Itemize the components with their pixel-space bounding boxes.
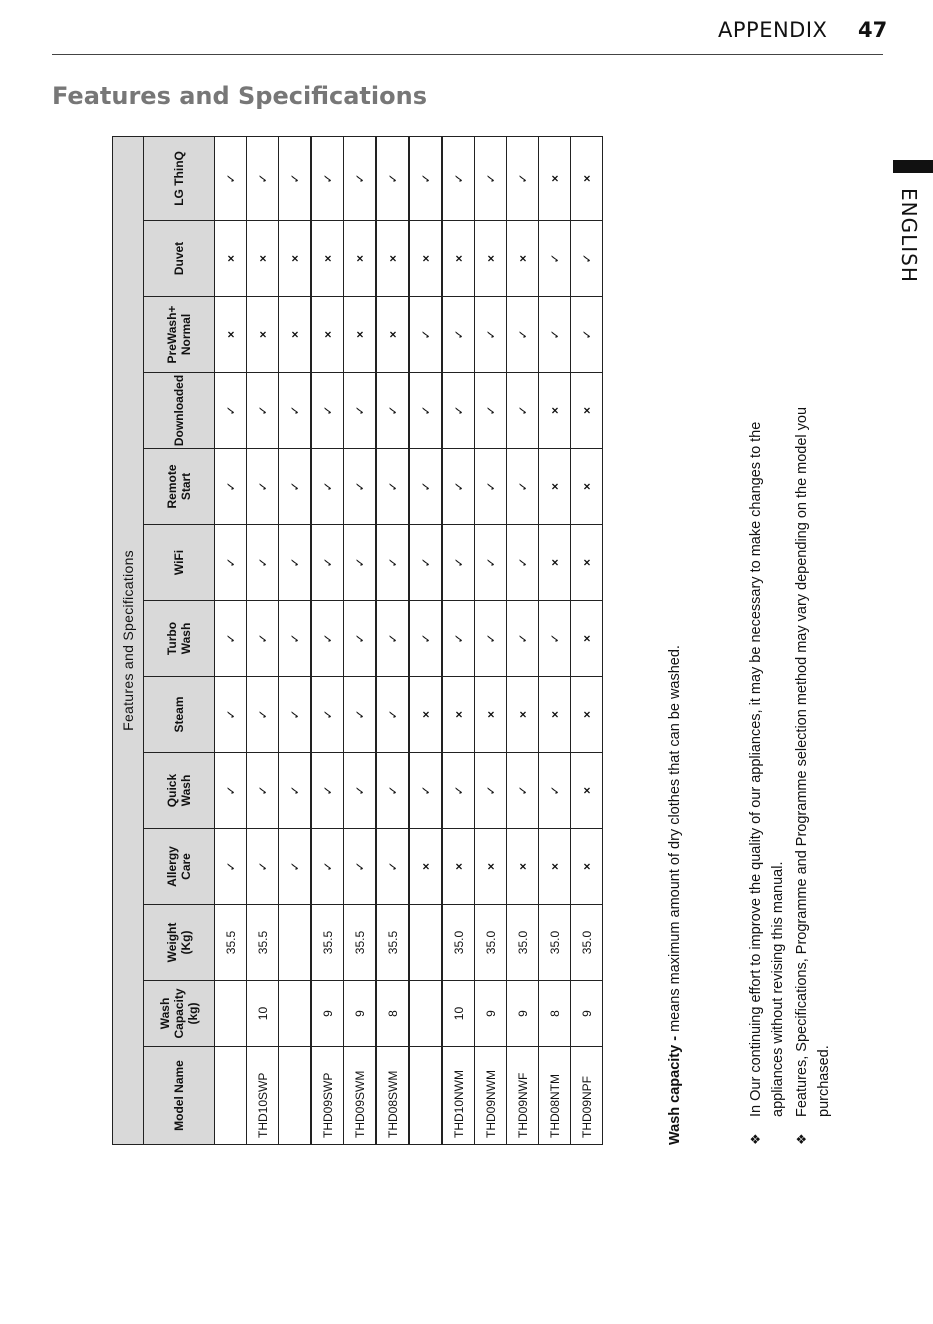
check-icon: ✓ [215,753,247,829]
check-icon: ✓ [475,449,507,525]
cross-icon: × [247,221,279,297]
check-icon: ✓ [215,677,247,753]
table-row [442,136,475,1144]
table-cell: 9 [571,981,603,1047]
check-icon: ✓ [376,449,409,525]
cross-icon: × [539,136,571,220]
check-icon: ✓ [376,136,409,220]
check-icon: ✓ [507,297,539,373]
check-icon: ✓ [344,753,377,829]
column-header: Allergy Care [144,829,215,905]
table-cell [409,981,442,1047]
check-icon: ✓ [442,601,475,677]
table-cell: 35.0 [507,905,539,981]
cross-icon: × [475,829,507,905]
check-icon: ✓ [409,601,442,677]
check-icon: ✓ [247,136,279,220]
table-cell: 35.0 [571,905,603,981]
cross-icon: × [539,373,571,449]
table-cell: 9 [475,981,507,1047]
check-icon: ✓ [376,677,409,753]
check-icon: ✓ [247,677,279,753]
diamond-bullet-icon: ❖ [794,1133,809,1145]
cross-icon: × [215,221,247,297]
check-icon: ✓ [279,136,312,220]
model-name-cell: THD09SWP [311,1047,344,1145]
header-section-title: APPENDIX [718,18,828,42]
check-icon: ✓ [344,373,377,449]
check-icon: ✓ [247,449,279,525]
check-icon: ✓ [279,829,312,905]
column-header: Model Name [144,1047,215,1145]
check-icon: ✓ [539,753,571,829]
check-icon: ✓ [311,136,344,220]
note-item [745,357,789,1145]
check-icon: ✓ [247,601,279,677]
table-cell: 35.5 [247,905,279,981]
table-body [215,136,603,1144]
notes [667,137,837,1145]
table-row [507,136,539,1144]
check-icon: ✓ [507,449,539,525]
model-name-cell [215,1047,247,1145]
diamond-bullet-icon: ❖ [748,1133,763,1145]
column-header: WiFi [144,525,215,601]
cross-icon: × [409,221,442,297]
check-icon: ✓ [409,136,442,220]
check-icon: ✓ [507,136,539,220]
notes-list [745,137,835,1145]
table-cell [279,905,312,981]
cross-icon: × [311,221,344,297]
check-icon: ✓ [247,373,279,449]
language-tab-label: ENGLISH [897,188,921,283]
cross-icon: × [571,136,603,220]
cross-icon: × [442,829,475,905]
check-icon: ✓ [539,221,571,297]
check-icon: ✓ [409,449,442,525]
check-icon: ✓ [344,449,377,525]
note-text: Features, Specifications, Programme and Programme selection method may vary depending on the model you purchased. [794,406,832,1117]
check-icon: ✓ [376,829,409,905]
check-icon: ✓ [376,525,409,601]
check-icon: ✓ [376,753,409,829]
check-icon: ✓ [247,829,279,905]
check-icon: ✓ [344,136,377,220]
model-name-cell: THD09NWM [475,1047,507,1145]
check-icon: ✓ [344,525,377,601]
column-header: Weight (Kg) [144,905,215,981]
table-cell [279,981,312,1047]
column-header: LG ThinQ [144,136,215,220]
check-icon: ✓ [311,677,344,753]
check-icon: ✓ [442,297,475,373]
cross-icon: × [409,677,442,753]
table-cell: 35.5 [311,905,344,981]
note-text: In Our continuing effort to improve the quality of our appliances, it may be necessary to make changes to the appliances without revising this manual. [748,421,786,1117]
cross-icon: × [571,601,603,677]
check-icon: ✓ [539,601,571,677]
table-row [311,136,344,1144]
table-cell: 35.5 [344,905,377,981]
check-icon: ✓ [247,525,279,601]
check-icon: ✓ [215,601,247,677]
cross-icon: × [571,525,603,601]
cross-icon: × [344,297,377,373]
check-icon: ✓ [344,829,377,905]
check-icon: ✓ [215,525,247,601]
table-row [279,136,312,1144]
cross-icon: × [247,297,279,373]
check-icon: ✓ [442,136,475,220]
cross-icon: × [539,449,571,525]
column-header: PreWash+ Normal [144,297,215,373]
check-icon: ✓ [539,297,571,373]
check-icon: ✓ [215,136,247,220]
cross-icon: × [475,677,507,753]
cross-icon: × [442,677,475,753]
table-column-headers [144,136,215,1144]
check-icon: ✓ [311,373,344,449]
table-cell: 9 [507,981,539,1047]
cross-icon: × [539,677,571,753]
table-cell: 35.5 [215,905,247,981]
check-icon: ✓ [279,373,312,449]
cross-icon: × [215,297,247,373]
check-icon: ✓ [475,297,507,373]
column-header: Downloaded [144,373,215,449]
check-icon: ✓ [311,449,344,525]
table-row [344,136,377,1144]
table-cell: 9 [311,981,344,1047]
model-name-cell [279,1047,312,1145]
table-cell: 9 [344,981,377,1047]
table-cell: 10 [442,981,475,1047]
note-item [791,357,835,1145]
check-icon: ✓ [311,829,344,905]
check-icon: ✓ [507,373,539,449]
model-name-cell: THD09SWM [344,1047,377,1145]
rotated-spec-content [112,137,832,1145]
cross-icon: × [409,829,442,905]
table-row [475,136,507,1144]
check-icon: ✓ [409,753,442,829]
cross-icon: × [507,221,539,297]
table-row [571,136,603,1144]
language-tab-marker [893,160,933,173]
table-cell: 10 [247,981,279,1047]
check-icon: ✓ [507,525,539,601]
page-title: Features and Specifications [52,82,427,110]
language-tab [894,188,924,288]
table-cell: 35.0 [442,905,475,981]
check-icon: ✓ [442,449,475,525]
check-icon: ✓ [344,601,377,677]
cross-icon: × [279,297,312,373]
check-icon: ✓ [409,525,442,601]
model-name-cell: THD08SWM [376,1047,409,1145]
table-row [247,136,279,1144]
table-row [215,136,247,1144]
check-icon: ✓ [279,601,312,677]
model-name-cell: THD10NWM [442,1047,475,1145]
check-icon: ✓ [507,601,539,677]
model-name-cell: THD10SWP [247,1047,279,1145]
check-icon: ✓ [376,373,409,449]
check-icon: ✓ [475,525,507,601]
table-cell: 8 [376,981,409,1047]
check-icon: ✓ [475,601,507,677]
wash-capacity-definition [667,137,683,1145]
check-icon: ✓ [247,753,279,829]
page-number: 47 [858,18,888,42]
check-icon: ✓ [215,373,247,449]
model-name-cell: THD09NPF [571,1047,603,1145]
model-name-cell: THD09NWF [507,1047,539,1145]
check-icon: ✓ [507,753,539,829]
cross-icon: × [344,221,377,297]
check-icon: ✓ [442,373,475,449]
table-cell: 35.0 [539,905,571,981]
check-icon: ✓ [279,677,312,753]
check-icon: ✓ [475,136,507,220]
cross-icon: × [507,677,539,753]
cross-icon: × [475,221,507,297]
check-icon: ✓ [571,297,603,373]
model-name-cell: THD08NTM [539,1047,571,1145]
cross-icon: × [376,221,409,297]
column-header: Quick Wash [144,753,215,829]
column-header: Remote Start [144,449,215,525]
cross-icon: × [376,297,409,373]
check-icon: ✓ [215,449,247,525]
cross-icon: × [442,221,475,297]
wash-capacity-text: means maximum amount of dry clothes that can be washed. [667,645,683,1036]
column-header: Turbo Wash [144,601,215,677]
cross-icon: × [571,829,603,905]
check-icon: ✓ [442,525,475,601]
table-cell: 35.0 [475,905,507,981]
model-name-cell [409,1047,442,1145]
check-icon: ✓ [311,753,344,829]
check-icon: ✓ [571,221,603,297]
check-icon: ✓ [409,297,442,373]
cross-icon: × [539,829,571,905]
table-cell: 35.5 [376,905,409,981]
cross-icon: × [571,753,603,829]
column-header: Wash Capacity (kg) [144,981,215,1047]
check-icon: ✓ [215,829,247,905]
cross-icon: × [571,373,603,449]
header-rule [52,54,883,55]
table-row [376,136,409,1144]
specifications-table [112,136,603,1145]
cross-icon: × [279,221,312,297]
check-icon: ✓ [442,753,475,829]
table-cell [215,981,247,1047]
cross-icon: × [571,677,603,753]
table-row [539,136,571,1144]
check-icon: ✓ [279,525,312,601]
cross-icon: × [539,525,571,601]
wash-capacity-term: Wash capacity - [667,1035,683,1145]
table-group-header: Features and Specifications [113,136,144,1144]
cross-icon: × [507,829,539,905]
cross-icon: × [571,449,603,525]
column-header: Steam [144,677,215,753]
check-icon: ✓ [475,753,507,829]
check-icon: ✓ [311,525,344,601]
check-icon: ✓ [376,601,409,677]
check-icon: ✓ [279,449,312,525]
check-icon: ✓ [344,677,377,753]
table-cell: 8 [539,981,571,1047]
cross-icon: × [311,297,344,373]
check-icon: ✓ [475,373,507,449]
check-icon: ✓ [279,753,312,829]
table-row [409,136,442,1144]
check-icon: ✓ [311,601,344,677]
table-cell [409,905,442,981]
check-icon: ✓ [409,373,442,449]
column-header: Duvet [144,221,215,297]
